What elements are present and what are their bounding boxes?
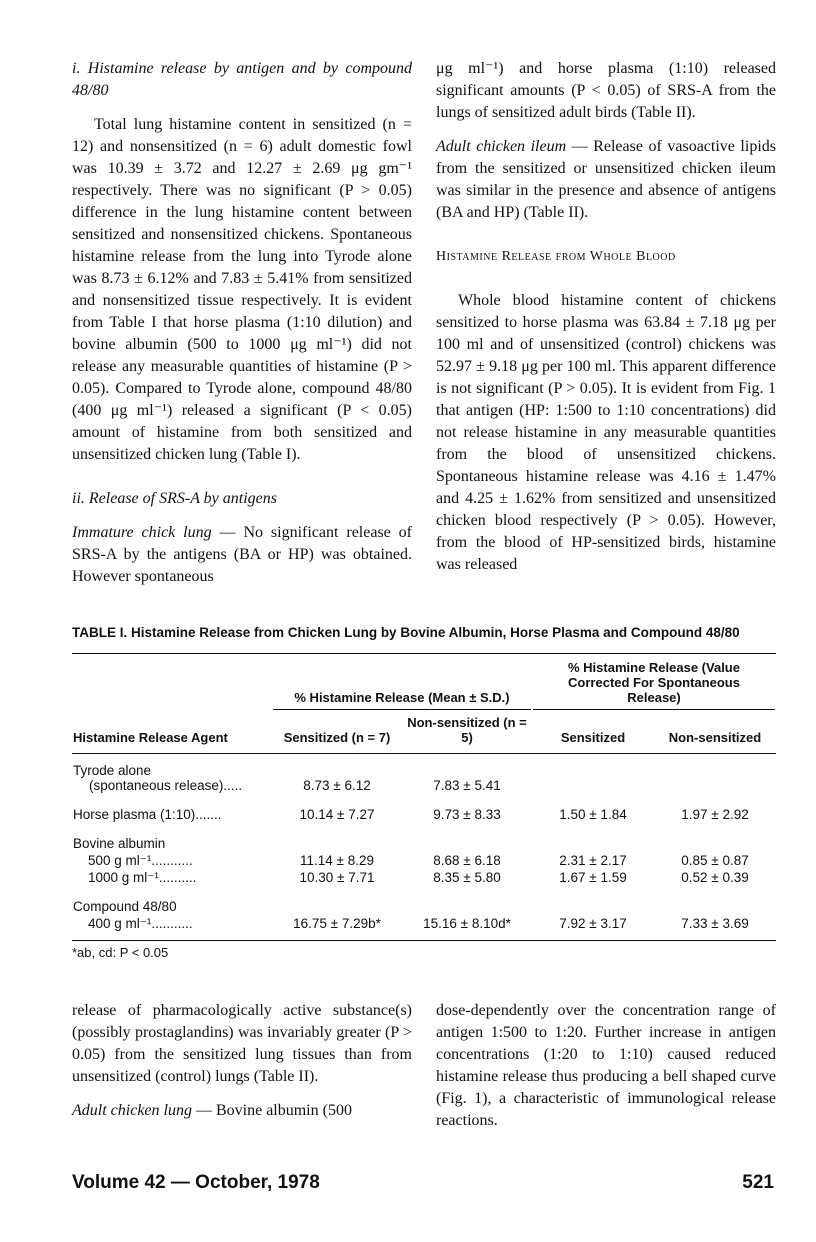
run-in-heading: Adult chicken ileum [436,138,567,155]
header-sensitized-corrected: Sensitized [560,730,626,745]
table-row: 500 g ml⁻¹........... 11.14 ± 8.29 8.68 ± 6.18 2.31 ± 2.17 0.85 ± 0.87 [88,853,749,868]
left-column-lower [72,1000,412,1122]
table-row: Bovine albumin [73,836,166,851]
table-1 [72,624,776,960]
section-heading-whole-blood: Histamine Release from Whole Blood [436,249,676,264]
header-nonsensitized: Non-sensitized (n = 5) [407,715,527,745]
table-footnote: *ab, cd: P < 0.05 [72,940,776,960]
run-in-heading: Adult chicken lung [72,1102,192,1119]
right-column-lower [436,1000,776,1132]
histamine-table [72,653,776,932]
table-row: 400 g ml⁻¹........... 16.75 ± 7.29b* 15.16 ± 8.10d* 7.92 ± 3.17 7.33 ± 3.69 [88,916,749,931]
paragraph-srs-a-continued: μg ml⁻¹) and horse plasma (1:10) released significant amounts (P < 0.05) of SRS-A from the lungs of sensitized adult birds (Table II). [436,60,776,121]
paragraph-pharmacologic-release: release of pharmacologically active substance(s) (possibly prostaglandins) was invariably greater (P > 0.05) from the sensitized lung tissues than from unsensitized (control) lungs (Table II). [72,1002,412,1085]
section-i-title: i. Histamine release by antigen and by compound 48/80 [72,60,412,99]
paragraph-dose-dependent: dose-dependently over the concentration range of antigen 1:500 to 1:20. Further increase in antigen concentrations (1:20 to 1:10) caused reduced histamine release thus producing a bell shaped curve (Fig. 1), a characteristic of immunological release reactions. [436,1002,776,1129]
table-row: Tyrode alone (spontaneous release)..... 8.73 ± 6.12 7.83 ± 5.41 [73,763,501,793]
paragraph-adult-ileum [436,136,776,224]
paragraph-lung-histamine: Total lung histamine content in sensitized (n = 12) and nonsensitized (n = 6) adult domestic fowl was 10.39 ± 3.72 and 12.27 ± 2.69 μg gm⁻¹ respectively. There was no significant (P > 0.05) difference in the lung histamine content between sensitized and nonsensitized chickens. Spontaneous histamine release from the lung into Tyrode alone was 8.73 ± 6.12% and 7.83 ± 5.41% from sensitized and nonsensitized tissue respectively. It is evident from Table I that horse plasma (1:10 dilution) and bovine albumin (500 to 1000 μg ml⁻¹) did not release any measurable quantities of histamine (P > 0.05). Compared to Tyrode alone, compound 48/80 (400 μg ml⁻¹) released a significant (P < 0.05) amount of histamine from both sensitized and unsensitized chicken lung (Table I). [72,116,412,463]
paragraph-text: — Release of vasoactive lipids from the sensitized or unsensitized chicken ileum was similar in the presence and absence of antigens (BA and HP) (Table II). [436,138,776,221]
journal-footer: Volume 42 — October, 1978 [72,1172,320,1193]
section-ii-title: ii. Release of SRS-A by antigens [72,490,277,507]
paragraph-adult-lung [72,1100,412,1122]
header-agent: Histamine Release Agent [73,730,228,745]
table-row: Compound 48/80 [73,899,177,914]
paragraph-text: — Bovine albumin (500 [191,1102,352,1119]
paragraph-text: — No significant release of SRS-A by the antigens (BA or HP) was obtained. However spontaneous [72,524,413,585]
table-caption: TABLE I. Histamine Release from Chicken Lung by Bovine Albumin, Horse Plasma and Compound 48/80 [72,625,740,640]
table-row: Horse plasma (1:10)....... 10.14 ± 7.27 9.73 ± 8.33 1.50 ± 1.84 1.97 ± 2.92 [73,807,749,822]
table-row: 1000 g ml⁻¹.......... 10.30 ± 7.71 8.35 ± 5.80 1.67 ± 1.59 0.52 ± 0.39 [88,870,749,885]
run-in-heading: Immature chick lung [72,524,212,541]
header-group-corrected: % Histamine Release (Value Corrected For Spontaneous Release) [532,654,776,715]
header-sensitized: Sensitized (n = 7) [283,730,391,745]
paragraph-immature-chick-lung [72,522,412,588]
paragraph-whole-blood: Whole blood histamine content of chickens sensitized to horse plasma was 63.84 ± 7.18 μg per 100 ml and of unsensitized (control) chickens was 52.97 ± 9.18 μg per 100 ml. This apparent difference is not significant (P > 0.05). It is evident from Fig. 1 that antigen (HP: 1:500 to 1:10 concentrations) did not release histamine in any measurable quantities from the blood of unsensitized chickens. Spontaneous histamine release was 4.16 ± 1.47% and 4.25 ± 1.62% from sensitized and unsensitized chicken blood respectively (P > 0.05). However, from the blood of HP-sensitized birds, histamine was released [436,292,776,573]
right-column-upper [436,58,776,576]
left-column-upper [72,58,412,588]
header-nonsensitized-corrected: Non-sensitized [668,730,762,745]
page-number: 521 [742,1172,774,1193]
header-group-mean: % Histamine Release (Mean ± S.D.) [272,654,532,715]
